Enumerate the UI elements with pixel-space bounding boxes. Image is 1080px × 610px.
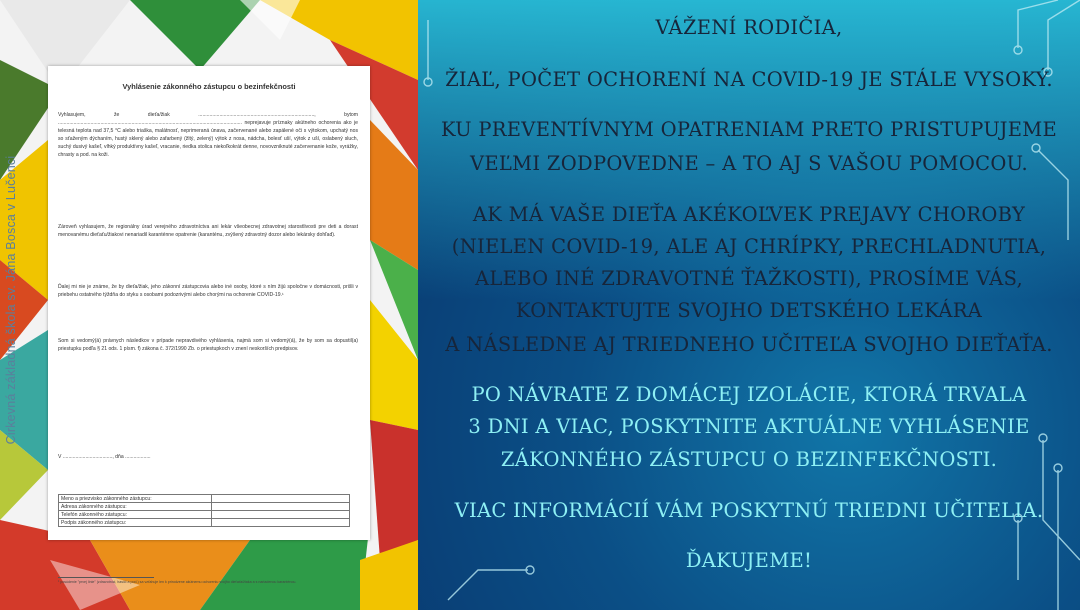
table-cell-label: Telefón zákonného zástupcu: <box>59 511 212 519</box>
thanks: ĎAKUJEME! <box>685 549 813 572</box>
document-paragraph: Ďalej mi nie je známe, že by dieťa/žiak, jeho zákonní zástupcovia alebo iné osoby, ktoré s ním žijú spoločne v domácnosti, prišli v priebehu ostatného týždňa do styku s osobami podozrivými alebo chorými na ochorenie COVID-19.¹ <box>58 284 358 298</box>
document-paragraph: Som si vedomý(á) právnych následkov v prípade nepravdivého vyhlásenia, najmä som si vedomý(á), že by som sa dopustil(a) priestupku podľa § 21 ods. 1 písm. f) zákona č. 372/1990 Zb. o priestupkoch v znení neskorších predpisov. <box>58 338 358 352</box>
message-panel <box>418 0 1080 610</box>
message-line: KONTAKTUJTE SVOJHO DETSKÉHO LEKÁRA <box>515 299 983 322</box>
message-line-highlight: ZÁKONNÉHO ZÁSTUPCU O BEZINFEKČNOSTI. <box>500 448 998 471</box>
table-cell-label: Adresa zákonného zástupcu: <box>59 503 212 511</box>
message-line: ŽIAĽ, POČET OCHORENÍ NA COVID-19 JE STÁLE VYSOKÝ. <box>445 68 1053 91</box>
greeting: VÁŽENÍ RODIČIA, <box>655 16 843 39</box>
message-line: VEĽMI ZODPOVEDNE – A TO AJ S VAŠOU POMOCOU. <box>469 152 1029 175</box>
table-row <box>59 519 350 527</box>
table-row <box>59 511 350 519</box>
table-cell-label: Podpis zákonného zástupcu: <box>59 519 212 527</box>
message-line-highlight: 3 DNI A VIAC, POSKYTNITE AKTUÁLNE VYHLÁSENIE <box>468 415 1030 438</box>
document-paragraph: Zároveň vyhlasujem, že regionálny úrad verejného zdravotníctva ani lekár všeobecnej zdravotnej starostlivosti pre deti a dorast menovanému dieťaťu/žiakovi nenariadil karanténne opatrenie (karanténu, zvýšený zdravotný dozor alebo lekársky dohľad). <box>58 224 358 238</box>
message-line: AK MÁ VAŠE DIEŤA AKÉKOĽVEK PREJAVY CHOROBY <box>472 203 1026 226</box>
message-line: (NIELEN COVID-19, ALE AJ CHRÍPKY, PRECHLADNUTIA, <box>451 235 1047 258</box>
footnote-divider <box>58 577 154 578</box>
message-line-highlight: PO NÁVRATE Z DOMÁCEJ IZOLÁCIE, KTORÁ TRVALA <box>471 383 1027 406</box>
message-line-highlight: VIAC INFORMÁCIÍ VÁM POSKYTNÚ TRIEDNI UČITELIA. <box>454 499 1044 522</box>
guardian-table <box>58 494 350 527</box>
table-cell-value <box>212 519 350 527</box>
table-cell-value <box>212 495 350 503</box>
document-paragraph: Vyhlasujem, že dieťa/žiak .................................................................................., bytom .................................................................................................................................. neprejavuje príznaky akútneho ochorenia ako je telesná teplota nad 37,5 °C alebo triaška, malátnosť, neprimeraná únava, začervenané alebo zapálené oči s výtokom, upchatý nos so sťaženým dýchaním, hustý sklený alebo zafarbený (žltý, zelený) výtok z nosa, nádcha, bolesť uší, výtok z uší, oslabený sluch, suchý dusivý kašeľ, vlhký produktívny kašeľ, vracanie, riedka stolica niekoľkokrát denne, novovzniknuté začervenanie kože, vyrážky, chrasty a pod. na koži. <box>58 112 358 158</box>
table-row <box>59 503 350 511</box>
document-title: Vyhlásenie zákonného zástupcu o bezinfekčnosti <box>122 82 296 91</box>
table-cell-label: Meno a priezvisko zákonného zástupcu: <box>59 495 212 503</box>
table-row <box>59 495 350 503</box>
message-line: KU PREVENTÍVNYM OPATRENIAM PRETO PRISTUPUJEME <box>440 118 1058 141</box>
declaration-document <box>48 66 370 584</box>
footnote: ¹ posúdenie "prvej línie" (zdravotníci, hasiči a pod.) sa vzťahuje len k prirodzene akútnemu ochoreniu svojho dieťaťa/žiaka a s nariadenou karanténou. <box>58 580 297 584</box>
table-cell-value <box>212 503 350 511</box>
place-date-line: V ..................................., dňa .................. <box>58 454 151 460</box>
message-line: A NÁSLEDNE AJ TRIEDNEHO UČITEĽA SVOJHO DIEŤAŤA. <box>445 333 1053 356</box>
school-name-vertical: Cirkevná základná škola sv. Jána Bosca v Lučenci <box>4 155 18 445</box>
message-line: ALEBO INÉ ZDRAVOTNÉ ŤAŽKOSTI), PROSÍME VÁS, <box>474 267 1024 290</box>
document-panel <box>0 0 418 610</box>
table-cell-value <box>212 511 350 519</box>
